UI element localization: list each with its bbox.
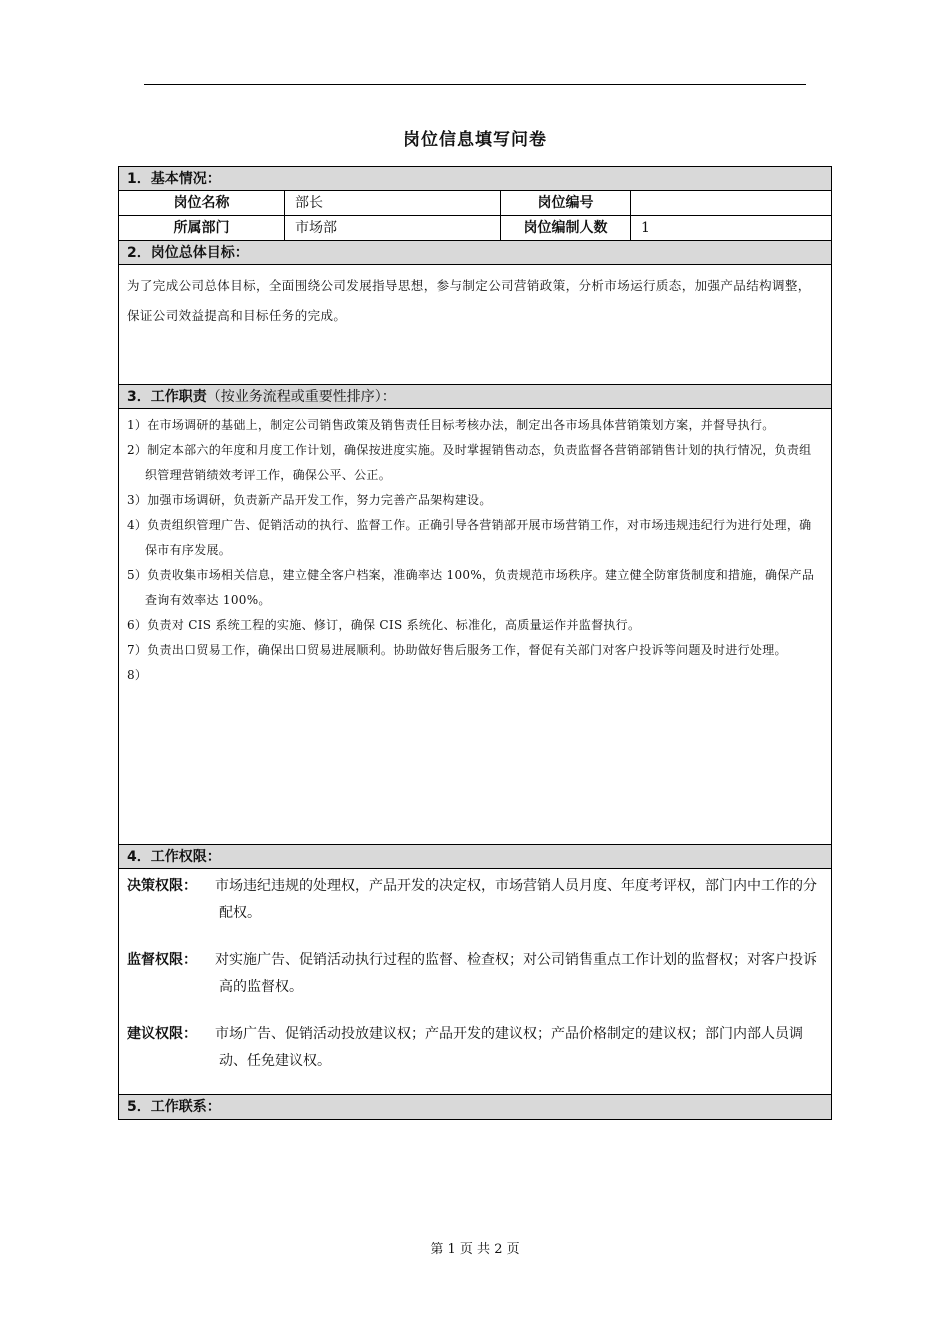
section-goal-heading: 2．岗位总体目标： bbox=[119, 241, 831, 265]
duty-item: 7）负责出口贸易工作，确保出口贸易进展顺利。协助做好售后服务工作，督促有关部门对客户投诉等问题及时进行处理。 bbox=[127, 643, 787, 657]
section-duties-heading bbox=[119, 385, 831, 409]
section-contacts-heading: 5．工作联系： bbox=[119, 1095, 831, 1119]
authority-label: 建议权限： bbox=[127, 1026, 197, 1042]
duty-item: 3）加强市场调研，负责新产品开发工作，努力完善产品架构建设。 bbox=[127, 493, 492, 507]
authority-list[interactable] bbox=[119, 869, 831, 1095]
duty-item: 5）负责收集市场相关信息，建立健全客户档案，准确率达 100%，负责规范市场秩序。建立健全防窜货制度和措施，确保产品查询有效率达 100%。 bbox=[127, 568, 815, 607]
authority-text: 对实施广告、促销活动执行过程的监督、检查权；对公司销售重点工作计划的监督权；对客户投诉高的监督权。 bbox=[215, 952, 817, 995]
duty-item: 6）负责对 CIS 系统工程的实施、修订，确保 CIS 系统化、标准化，高质量运作并监督执行。 bbox=[127, 618, 641, 632]
authority-supervision bbox=[127, 947, 823, 1001]
position-name-label: 岗位名称 bbox=[119, 191, 285, 215]
page-footer: 第 1 页 共 2 页 bbox=[430, 1242, 520, 1257]
authority-text: 市场违纪违规的处理权，产品开发的决定权，市场营销人员月度、年度考评权，部门内中工作的分配权。 bbox=[215, 878, 817, 921]
goal-text[interactable]: 为了完成公司总体目标，全面围绕公司发展指导思想，参与制定公司营销政策，分析市场运行质态，加强产品结构调整，保证公司效益提高和目标任务的完成。 bbox=[119, 265, 831, 385]
duty-item: 8） bbox=[127, 668, 148, 682]
authority-label: 决策权限： bbox=[127, 878, 197, 894]
duty-item: 2）制定本部六的年度和月度工作计划，确保按进度实施。及时掌握销售动态，负责监督各营销部销售计划的执行情况，负责组织管理营销绩效考评工作，确保公平、公正。 bbox=[127, 443, 812, 482]
position-code-field[interactable] bbox=[631, 191, 831, 215]
duty-item: 4）负责组织管理广告、促销活动的执行、监督工作。正确引导各营销部开展市场营销工作，对市场违规违纪行为进行处理，确保市有序发展。 bbox=[127, 518, 812, 557]
headcount-label: 岗位编制人数 bbox=[501, 216, 631, 240]
authority-suggestion bbox=[127, 1021, 823, 1075]
authority-text: 市场广告、促销活动投放建议权；产品开发的建议权；产品价格制定的建议权；部门内部人员调动、任免建议权。 bbox=[215, 1026, 803, 1069]
section-authority-heading: 4．工作权限： bbox=[119, 845, 831, 869]
department-row bbox=[119, 216, 831, 241]
department-field[interactable]: 市场部 bbox=[285, 216, 501, 240]
page-title: 岗位信息填写问卷 bbox=[403, 130, 547, 150]
headcount-field[interactable]: 1 bbox=[641, 220, 650, 236]
position-name-field[interactable]: 部长 bbox=[285, 191, 501, 215]
questionnaire-form bbox=[118, 166, 832, 1120]
department-label: 所属部门 bbox=[119, 216, 285, 240]
duty-item: 1）在市场调研的基础上，制定公司销售政策及销售责任目标考核办法，制定出各市场具体营销策划方案，并督导执行。 bbox=[127, 418, 775, 432]
section-basic-heading: 1．基本情况： bbox=[119, 167, 831, 191]
duties-heading-label: 3．工作职责 bbox=[127, 389, 207, 405]
duties-list[interactable] bbox=[119, 409, 831, 845]
authority-decision bbox=[127, 873, 823, 927]
header-rule bbox=[144, 84, 806, 85]
position-row bbox=[119, 191, 831, 216]
authority-label: 监督权限： bbox=[127, 952, 197, 968]
position-code-label: 岗位编号 bbox=[501, 191, 631, 215]
duties-heading-note: （按业务流程或重要性排序）： bbox=[206, 389, 396, 405]
